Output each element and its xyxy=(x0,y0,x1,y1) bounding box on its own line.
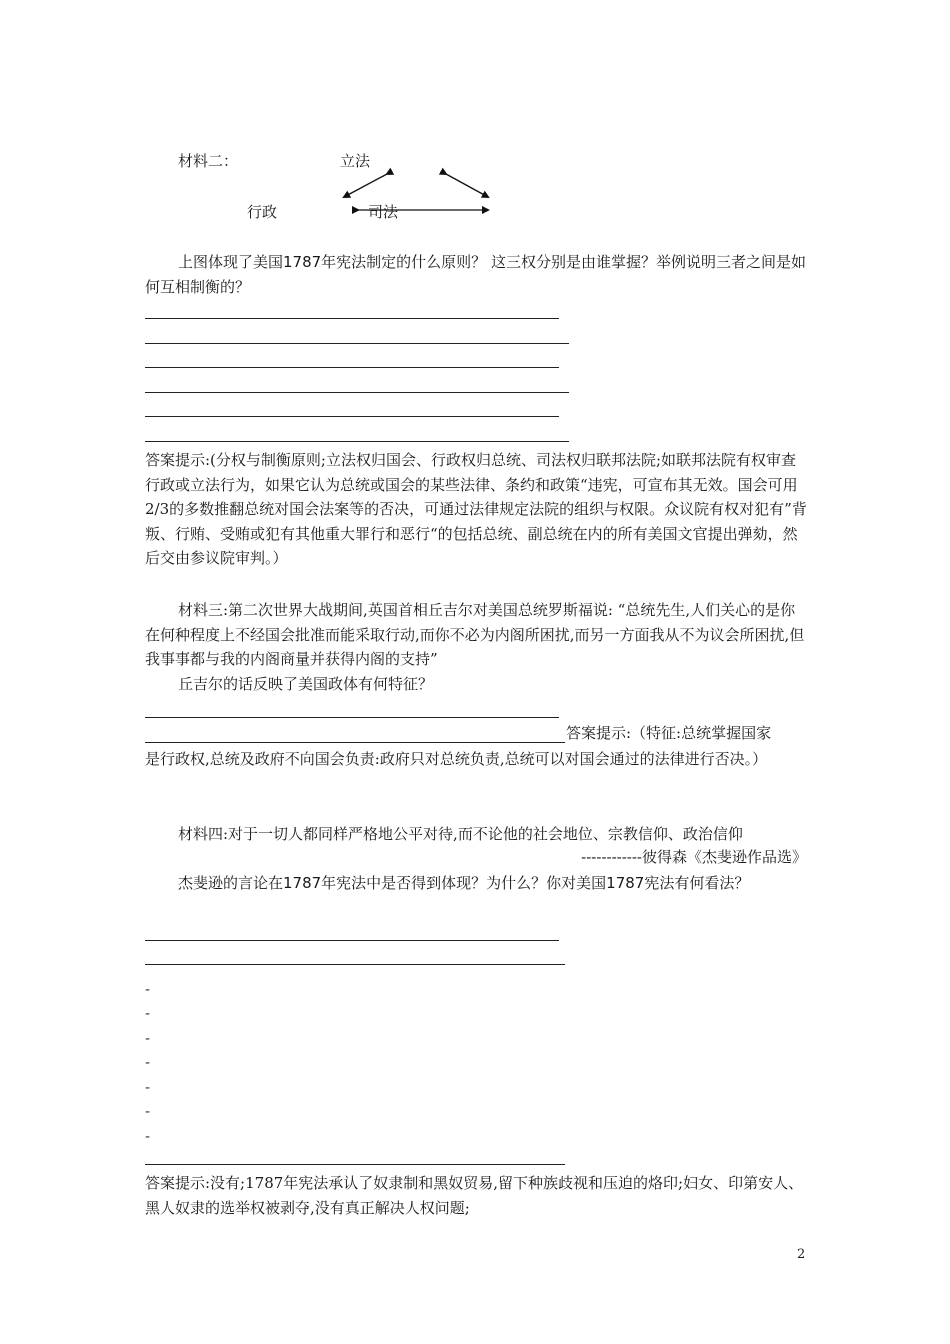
answer-line xyxy=(145,343,569,344)
arrow-legislative-judicial xyxy=(446,174,488,197)
node-legislative: 立法 xyxy=(340,152,371,170)
answer-line xyxy=(145,964,565,965)
answer-line xyxy=(145,940,559,941)
blank-dash: - xyxy=(145,1104,151,1120)
answer-line xyxy=(145,416,559,417)
blank-dash: - xyxy=(145,1031,151,1047)
answer-line xyxy=(145,742,565,743)
answer-line xyxy=(145,1164,565,1165)
blank-dash: - xyxy=(145,1055,151,1071)
answer-line xyxy=(145,367,559,368)
answer-line xyxy=(145,318,559,319)
node-judicial: 司法 xyxy=(368,203,399,221)
blank-dash: - xyxy=(145,982,151,998)
material4-answer: 答案提示:没有;1787年宪法承认了奴隶制和黑奴贸易,留下种族歧视和压迫的烙印;妇女、印第安人、黑人奴隶的选举权被剥夺,没有真正解决人权问题; xyxy=(145,1174,804,1217)
material2-answer: 答案提示:(分权与制衡原则;立法权归国会、行政权归总统、司法权归联邦法院;如联邦法院有权审查行政或立法行为，如果它认为总统或国会的某些法律、条约和政策“违宪，可宣布其无效。国会可用2/3的多数推翻总统对国会法案等的否决，可通过法律规定法院的组织与权限。众议院有权对犯有”背叛、行贿、受贿或犯有其他重大罪行和恶行“的包括总统、副总统在内的所有美国文官提出弹劾，然后交由参议院审判。） xyxy=(145,451,807,567)
answer-line xyxy=(145,441,569,442)
blank-dash: - xyxy=(145,1006,151,1022)
material2-label: 材料二： xyxy=(178,152,239,170)
arrow-legislative-executive xyxy=(344,174,387,197)
checks-balances-arrows xyxy=(0,0,950,260)
blank-dash: - xyxy=(145,1080,151,1096)
node-executive: 行政 xyxy=(247,203,278,221)
page-number: 2 xyxy=(797,1247,806,1262)
material4-source: ------------彼得森《杰斐逊作品选》 xyxy=(581,848,807,866)
material3-question: 丘吉尔的话反映了美国政体有何特征？ xyxy=(178,675,434,693)
answer-line xyxy=(145,392,569,393)
answer-line xyxy=(145,717,559,718)
material4-question: 杰斐逊的言论在1787年宪法中是否得到体现？为什么？你对美国1787宪法有何看法？ xyxy=(178,874,750,892)
material3-answer: 是行政权,总统及政府不向国会负责:政府只对总统负责,总统可以对国会通过的法律进行否决。） xyxy=(145,750,768,768)
material2-question: 上图体现了美国1787年宪法制定的什么原则？ 这三权分别是由谁掌握？举例说明三者之间是如何互相制衡的？ xyxy=(145,253,806,296)
material3-text: 材料三:第二次世界大战期间,英国首相丘吉尔对美国总统罗斯福说: “总统先生,人们关心的是你在何种程度上不经国会批准而能采取行动,而你不必为内阁所困扰,而另一方面我从不为议会所困扰,但我事事都与我的内阁商量并获得内阁的支持” xyxy=(145,601,805,668)
blank-dash: - xyxy=(145,1129,151,1145)
material4-text: 材料四:对于一切人都同样严格地公平对待,而不论他的社会地位、宗教信仰、政治信仰 xyxy=(178,825,743,843)
material3-answer-head: 答案提示:（特征:总统掌握国家 xyxy=(566,724,772,742)
